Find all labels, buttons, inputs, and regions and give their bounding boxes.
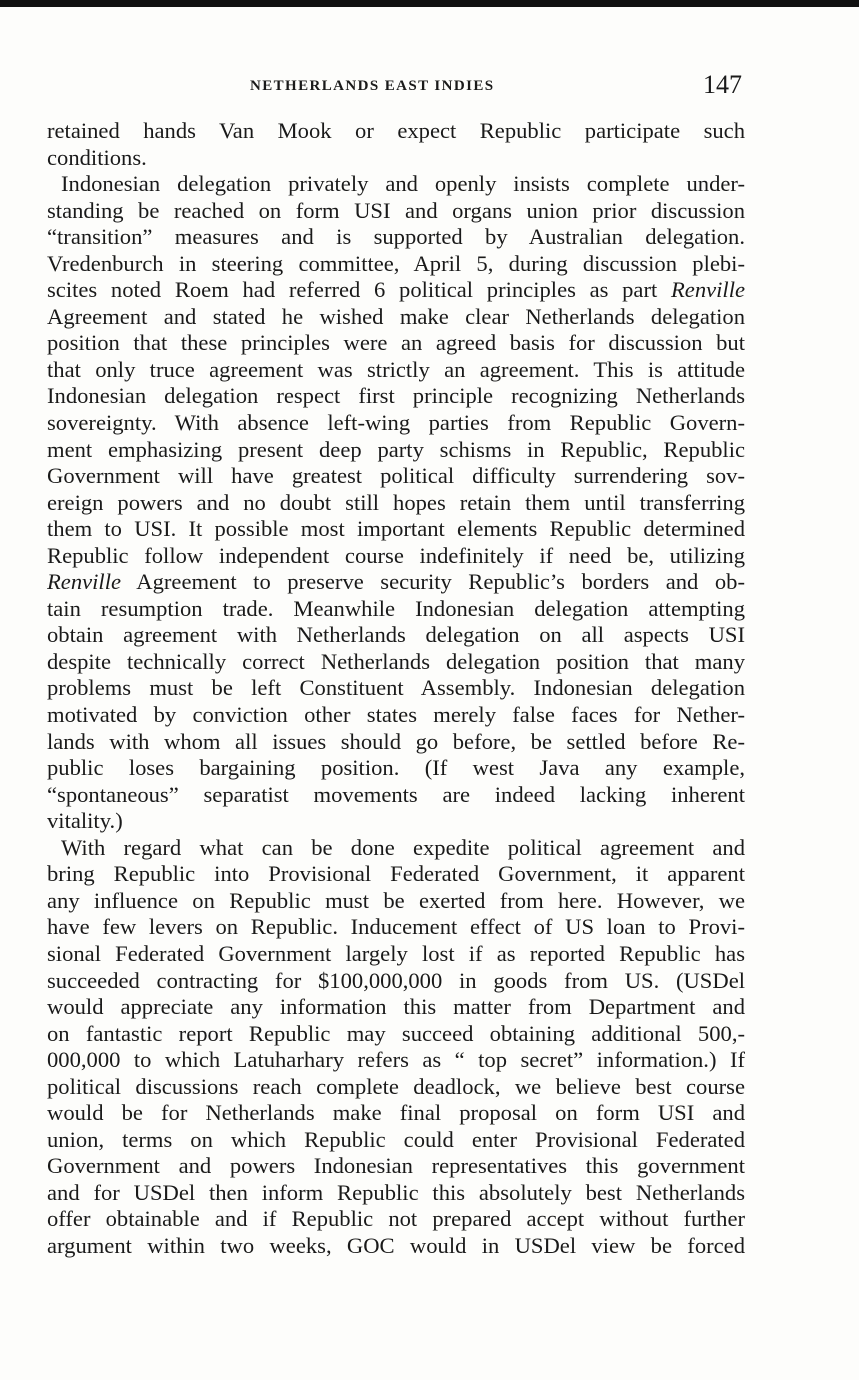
text-line: With regard what can be done expedite political agreement and	[61, 834, 745, 860]
text-line-segment: Agreement to preserve security Republic’s borders and ob-	[121, 569, 745, 595]
text-line-segment: scites noted Roem had referred 6 political principles as part	[47, 277, 671, 303]
text-line: offer obtainable and if Republic not prepared accept without further	[47, 1206, 745, 1232]
text-line: Indonesian delegation respect first principle recognizing Netherlands	[47, 383, 745, 409]
running-header	[0, 70, 859, 100]
text-line: Republic follow independent course indefinitely if need be, utilizing	[47, 542, 745, 568]
text-line: on fantastic report Republic may succeed obtaining additional 500,-	[47, 1020, 745, 1046]
text-line	[47, 277, 745, 304]
top-edge-rule	[0, 0, 859, 7]
text-line: lands with whom all issues should go before, be settled before Re-	[47, 728, 745, 754]
text-line: despite technically correct Netherlands delegation position that many	[47, 648, 745, 674]
text-line: problems must be left Constituent Assembly. Indonesian delegation	[47, 675, 745, 701]
text-line: public loses bargaining position. (If west Java any example,	[47, 755, 745, 781]
text-line: have few levers on Republic. Inducement effect of US loan to Provi-	[47, 914, 745, 940]
text-line: tain resumption trade. Meanwhile Indonesian delegation attempting	[47, 595, 745, 621]
text-line: ment emphasizing present deep party schisms in Republic, Republic	[47, 436, 745, 462]
text-line: vitality.)	[47, 808, 123, 834]
page-number: 147	[703, 70, 742, 99]
italic-title: Renville	[670, 277, 745, 303]
text-line: sovereignty. With absence left-wing parties from Republic Govern-	[47, 410, 745, 436]
text-line: would be for Netherlands make final proposal on form USI and	[47, 1100, 745, 1126]
running-title: NETHERLANDS EAST INDIES	[250, 78, 495, 94]
text-line: Government will have greatest political difficulty surrendering sov-	[47, 463, 745, 489]
text-line: that only truce agreement was strictly an agreement. This is attitude	[47, 356, 745, 382]
text-line: them to USI. It possible most important elements Republic determined	[47, 516, 745, 542]
text-line: obtain agreement with Netherlands delegation on all aspects USI	[47, 622, 745, 648]
text-line: motivated by conviction other states merely false faces for Nether-	[47, 702, 745, 728]
text-line: and for USDel then inform Republic this absolutely best Netherlands	[47, 1179, 745, 1205]
text-line: 000,000 to which Latuharhary refers as “ top secret” information.) If	[47, 1047, 745, 1073]
text-line: union, terms on which Republic could enter Provisional Federated	[47, 1126, 745, 1152]
text-line: any influence on Republic must be exerted from here. However, we	[47, 887, 745, 913]
text-line: ereign powers and no doubt still hopes retain them until transferring	[47, 489, 745, 515]
text-line	[47, 569, 745, 596]
text-line: conditions.	[47, 144, 147, 170]
text-line: retained hands Van Mook or expect Republic participate such	[47, 118, 745, 143]
text-line: argument within two weeks, GOC would in USDel view be forced	[47, 1232, 745, 1258]
text-line: political discussions reach complete deadlock, we believe best course	[47, 1073, 745, 1099]
text-line: “transition” measures and is supported by Australian delegation.	[47, 224, 745, 250]
text-line: would appreciate any information this matter from Department and	[47, 994, 745, 1020]
text-line: Vredenburch in steering committee, April 5, during discussion plebi-	[47, 250, 745, 276]
text-line: succeeded contracting for $100,000,000 in goods from US. (USDel	[47, 967, 745, 993]
body-text	[47, 118, 745, 1260]
text-line: standing be reached on form USI and organs union prior discussion	[47, 197, 745, 223]
text-line: bring Republic into Provisional Federated Government, it apparent	[47, 861, 745, 887]
text-line: “spontaneous” separatist movements are indeed lacking inherent	[47, 781, 745, 807]
text-line: Government and powers Indonesian representatives this government	[47, 1153, 745, 1179]
italic-title: Renville	[47, 569, 122, 595]
text-line: Agreement and stated he wished make clear Netherlands delegation	[47, 303, 745, 329]
text-line: sional Federated Government largely lost if as reported Republic has	[47, 940, 745, 966]
text-line: Indonesian delegation privately and openly insists complete under-	[61, 171, 745, 197]
text-line: position that these principles were an agreed basis for discussion but	[47, 330, 745, 356]
